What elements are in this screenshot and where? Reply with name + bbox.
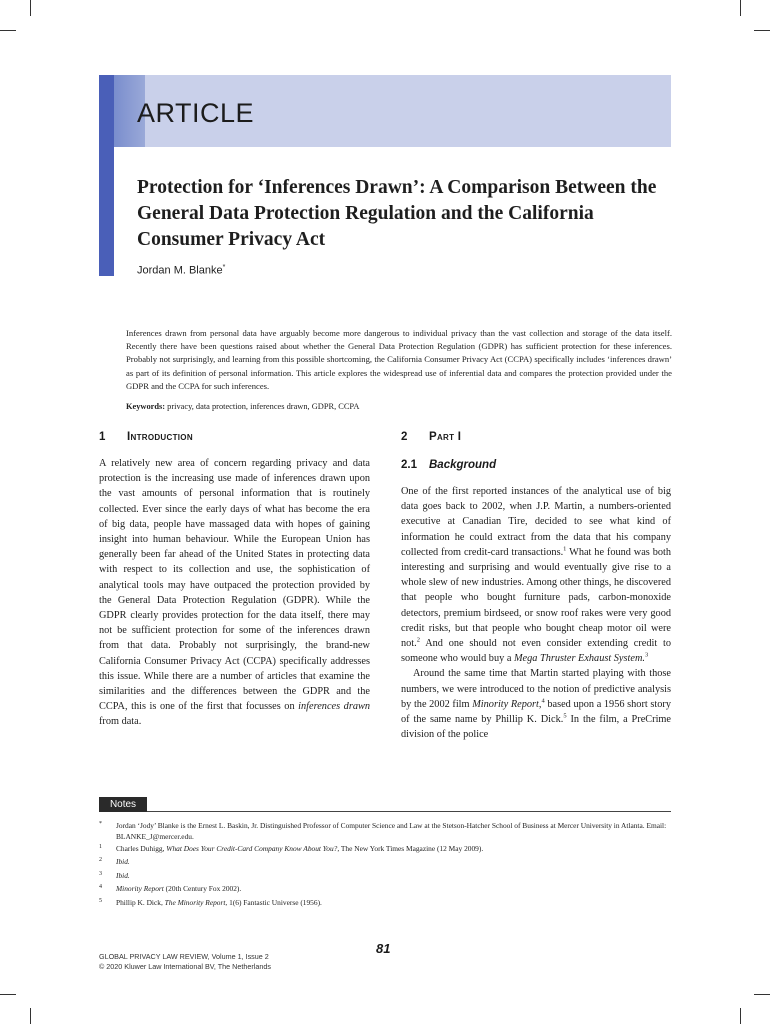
- footnote-text: [116, 871, 673, 882]
- para-text: based upon a 1956 short story of the same name by Phillip K. Dick.: [401, 698, 671, 726]
- footnote-mark: 3: [99, 871, 102, 877]
- title-accent-bar: [99, 75, 114, 276]
- footnote-text: Jordan ‘Jody’ Blanke is the Ernest L. Baskin, Jr. Distinguished Professor of Computer Science and Law at the Stetson-Hatcher School of Business at Mercer University in Atlanta. Email: BLANKE_J@mercer.edu.: [116, 821, 667, 841]
- crop-mark: [30, 0, 31, 16]
- background-paragraph-1: [401, 484, 671, 666]
- page-number: 81: [376, 941, 391, 956]
- crop-mark: [30, 1008, 31, 1024]
- footnote-text-part: (20th Century Fox 2002).: [163, 884, 242, 893]
- footnote-item: [99, 884, 673, 895]
- footnote-mark: 4: [99, 884, 102, 890]
- para-text: One of the first reported instances of the analytical use of big data goes back to 2002, when J.P. Martin, a numbers-oriented executive at Canadian Tire, decided to see what kind of information he could extract from the data that his company collected from credit-card transactions.: [401, 486, 671, 558]
- author-line: [137, 264, 225, 277]
- footnote-emphasis: Ibid.: [116, 871, 130, 880]
- footnote-emphasis: What Does Your Credit-Card Company Know About You?: [166, 844, 338, 853]
- footnote-text-part: Phillip K. Dick,: [116, 898, 165, 907]
- footnote-text: [116, 884, 673, 895]
- keywords-list: privacy, data protection, inferences drawn, GDPR, CCPA: [167, 402, 360, 411]
- footnote-mark: 2: [99, 857, 102, 863]
- footnote-text: [116, 898, 673, 909]
- crop-mark: [754, 994, 770, 995]
- para-text: Around the same time that Martin started playing with those numbers, we were introduced to the notion of predictive analysis by the 2002 film: [401, 668, 671, 710]
- para-emphasis: Minority Report: [472, 698, 539, 710]
- footnote-ref[interactable]: 4: [541, 697, 545, 705]
- background-body: [401, 484, 671, 742]
- crop-mark: [0, 994, 16, 995]
- footnote-emphasis: Ibid.: [116, 857, 130, 866]
- section-number: 1: [99, 431, 106, 443]
- intro-text: A relatively new area of concern regarding privacy and data protection is the increasing use made of inferences drawn upon the vast amounts of personal information that is routinely collected. Ever since the early days of what has become the era of big data, people have massaged data with hopes of gaining insight into human behaviour. While the European Union has generally been far ahead of the United States in protecting data with respect to its collection and use, the sophistication of analytical tools may have outpaced the protection provided by the General Data Protection Regulation (GDPR). While the GDPR clearly provides protection for the data itself, there may not be sufficient protection for some of the inferences drawn from that data. Probably not surprisingly, the brand-new California Consumer Privacy Act (CCPA) specifically addresses this issue. While there are a number of articles that examine the similarities and the differences between the GDPR and the CCPA, this is one of the first that focusses on: [99, 458, 370, 713]
- footnote-item: [99, 898, 673, 909]
- journal-info: GLOBAL PRIVACY LAW REVIEW, Volume 1, Issue 2: [99, 952, 269, 961]
- author-footnote-mark: *: [222, 264, 226, 271]
- footnote-mark: 5: [99, 898, 102, 904]
- keywords-label: Keywords:: [126, 402, 166, 411]
- footnote-text: [116, 844, 673, 855]
- copyright-line: © 2020 Kluwer Law International BV, The Netherlands: [99, 962, 271, 971]
- section-title: Introduction: [127, 431, 193, 443]
- footnote-emphasis: Minority Report: [116, 884, 164, 893]
- section-title: Part I: [429, 431, 462, 443]
- footnote-text-part: , 1(6) Fantastic Universe (1956).: [225, 898, 322, 907]
- footnote-item: [99, 844, 673, 855]
- footnote-text: [116, 857, 673, 868]
- footnote-ref[interactable]: 5: [563, 712, 567, 720]
- footnote-text-part: Charles Duhigg,: [116, 844, 167, 853]
- footnote-ref[interactable]: 2: [416, 636, 420, 644]
- subsection-number: 2.1: [401, 459, 417, 471]
- footnote-item: [99, 821, 673, 842]
- notes-divider: [147, 811, 671, 812]
- section-heading-part-one: [401, 431, 461, 443]
- author-name: Jordan M. Blanke: [137, 264, 223, 277]
- subsection-title: Background: [429, 459, 497, 471]
- crop-mark: [0, 30, 16, 31]
- section-heading-introduction: [99, 431, 193, 443]
- intro-emphasis: inferences drawn: [298, 701, 370, 713]
- footnote-emphasis: The Minority Report: [164, 898, 226, 907]
- crop-mark: [740, 0, 741, 16]
- footnote-ref[interactable]: 3: [644, 651, 649, 659]
- abstract: Inferences drawn from personal data have arguably become more dangerous to individual privacy than the vast collection and storage of the data itself. Recently there have been questions raised about whether the General Data Protection Regulation (GDPR) has sufficient protection for these inferences. Probably not surprisingly, and learning from this possible shortcoming, the California Consumer Privacy Act (CCPA) specifically includes ‘inferences drawn’ as part of its definition of personal information. This article explores the widespread use of inferential data and compares the protection provided under the GDPR and the CCPA for such inferences.: [126, 328, 672, 391]
- para-text: And one should not even consider extending credit to someone who would buy a: [401, 638, 671, 665]
- introduction-body: [99, 456, 370, 730]
- article-title: Protection for ‘Inferences Drawn’: A Comparison Between the General Data Protection Regulation and the California Consumer Privacy Act: [137, 177, 657, 250]
- keywords: [126, 402, 359, 411]
- crop-mark: [740, 1008, 741, 1024]
- para-text: In the film, a PreCrime division of the police: [401, 714, 672, 741]
- section-number: 2: [401, 431, 408, 443]
- footnote-item: [99, 871, 673, 882]
- subsection-heading-background: [401, 459, 496, 471]
- para-text: ,: [538, 698, 542, 710]
- article-type-label: ARTICLE: [137, 98, 255, 128]
- notes-label: Notes: [99, 797, 147, 812]
- intro-text-end: from data.: [99, 716, 142, 728]
- para-text: What he found was both interesting and surprising and would eventually give rise to a whole slew of new industries. Among other things, he discovered that people who bought furniture pads, carbon-monoxide detectors, premium birdseed, or snow roof rakes were very good credit risks, but that people who bought cheap motor oil were not.: [401, 546, 671, 650]
- para-emphasis: Mega Thruster Exhaust System.: [513, 653, 645, 665]
- footnote-item: [99, 857, 673, 868]
- footnote-ref[interactable]: 1: [563, 545, 567, 553]
- background-paragraph-2: [401, 666, 671, 742]
- footnote-text-part: , The New York Times Magazine (12 May 2009).: [337, 844, 484, 853]
- footnote-mark: 1: [99, 844, 102, 850]
- crop-mark: [754, 30, 770, 31]
- footnote-mark: *: [99, 821, 102, 827]
